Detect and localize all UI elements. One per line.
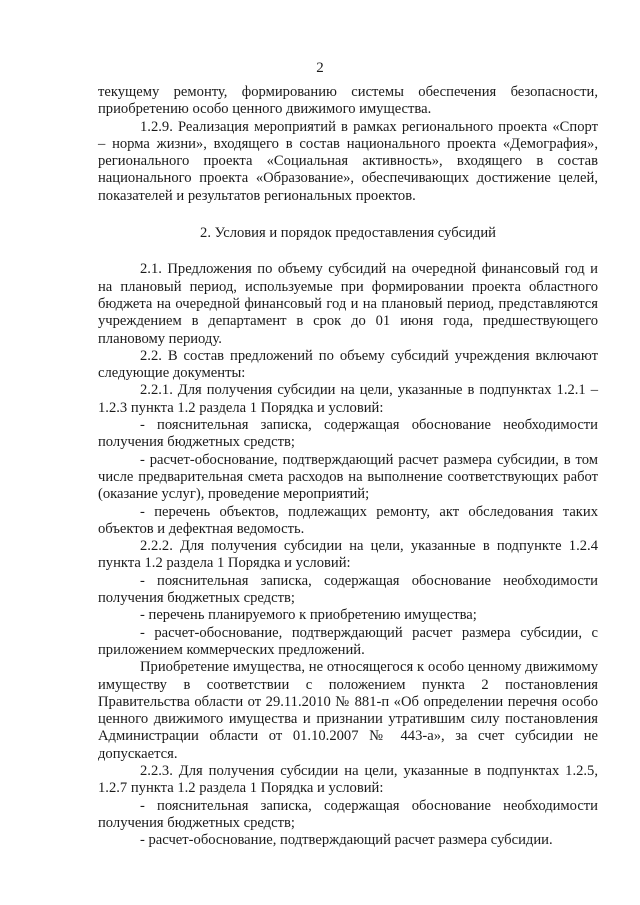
- paragraph-2-1: 2.1. Предложения по объему субсидий на очередной финансовый год и на плановый период, используемые при формировании проекта областного бюджета на очередной финансовый год и на плановый период, представляются учреждением в департамент в срок до 01 июня года, предшествующего плановому периоду.: [98, 261, 598, 347]
- list-item: - пояснительная записка, содержащая обоснование необходимости получения бюджетных средств;: [98, 797, 598, 831]
- paragraph-2-2-1: 2.2.1. Для получения субсидии на цели, указанные в подпунктах 1.2.1 – 1.2.3 пункта 1.2 раздела 1 Порядка и условий:: [98, 382, 598, 416]
- page-number: 2: [316, 60, 324, 76]
- section-heading: 2. Условия и порядок предоставления субсидий: [200, 225, 496, 242]
- paragraph-2-2-3: 2.2.3. Для получения субсидии на цели, указанные в подпунктах 1.2.5, 1.2.7 пункта 1.2 раздела 1 Порядка и условий:: [98, 762, 598, 797]
- list-item: - перечень объектов, подлежащих ремонту, акт обследования таких объектов и дефектная ведомость.: [98, 503, 598, 537]
- list-item: - расчет-обоснование, подтверждающий расчет размера субсидии.: [140, 832, 553, 849]
- paragraph-property-note: Приобретение имущества, не относящегося к особо ценному движимому имуществу в соответствии с положением пункта 2 постановления Правительства области от 29.11.2010 № 881-п «Об определении перечня особо ценного движимого имущества и признании утратившим силу постановления Администрации области от 01.10.2007 № 443-а», за счет субсидии не допускается.: [98, 659, 598, 762]
- list-item: - пояснительная записка, содержащая обоснование необходимости получения бюджетных средств;: [98, 417, 598, 451]
- paragraph-continuation: текущему ремонту, формированию системы обеспечения безопасности, приобретению особо ценного движимого имущества.: [98, 84, 598, 118]
- list-item: - расчет-обоснование, подтверждающий расчет размера субсидии, в том числе предварительная смета расходов на выполнение соответствующих работ (оказание услуг), проведение мероприятий;: [98, 451, 598, 503]
- document-body: [98, 84, 598, 849]
- paragraph-1-2-9: 1.2.9. Реализация мероприятий в рамках регионального проекта «Спорт – норма жизни», входящего в состав национального проекта «Демография», регионального проекта «Социальная активность», входящего в состав национального проекта «Образование», обеспечивающих достижение целей, показателей и результатов региональных проектов.: [98, 118, 598, 204]
- paragraph-2-2: 2.2. В состав предложений по объему субсидий учреждения включают следующие документы:: [98, 347, 598, 382]
- list-item: - расчет-обоснование, подтверждающий расчет размера субсидии, с приложением коммерческих предложений.: [98, 624, 598, 658]
- paragraph-2-2-2: 2.2.2. Для получения субсидии на цели, указанные в подпункте 1.2.4 пункта 1.2 раздела 1 Порядка и условий:: [98, 538, 598, 572]
- list-item: - пояснительная записка, содержащая обоснование необходимости получения бюджетных средств;: [98, 572, 598, 607]
- list-item: - перечень планируемого к приобретению имущества;: [140, 607, 477, 624]
